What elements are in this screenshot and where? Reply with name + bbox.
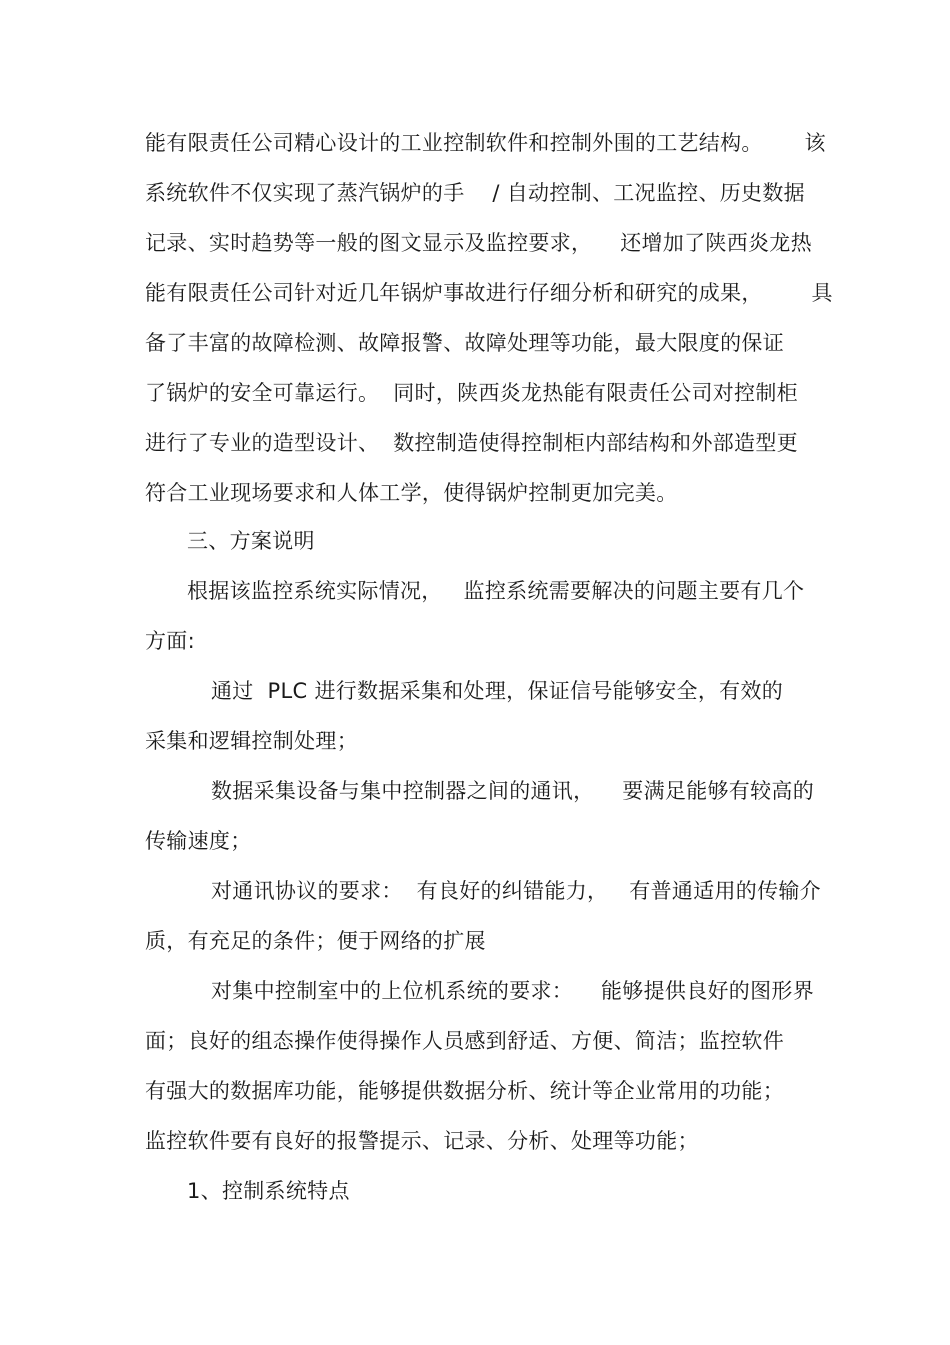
section-heading: 1、控制系统特点 (187, 1179, 350, 1203)
text-line: 采集和逻辑控制处理； (145, 729, 358, 753)
text-line: 质，有充足的条件；便于网络的扩展 (145, 929, 486, 953)
text-line: 系统软件不仅实现了蒸汽锅炉的手 / 自动控制、工况监控、历史数据 (145, 181, 805, 205)
text-line: 对通讯协议的要求： 有良好的纠错能力， 有普通适用的传输介 (211, 879, 821, 903)
text-line: 面；良好的组态操作使得操作人员感到舒适、方便、简洁；监控软件 (145, 1029, 784, 1053)
text-line: 根据该监控系统实际情况， 监控系统需要解决的问题主要有几个 (187, 579, 805, 603)
text-line: 备了丰富的故障检测、故障报警、故障处理等功能，最大限度的保证 (145, 331, 784, 355)
text-line: 符合工业现场要求和人体工学，使得锅炉控制更加完美。 (145, 481, 678, 505)
text-line: 传输速度； (145, 829, 252, 853)
text-line: 数据采集设备与集中控制器之间的通讯， 要满足能够有较高的 (211, 779, 814, 803)
text-line: 进行了专业的造型设计、 数控制造使得控制柜内部结构和外部造型更 (145, 431, 798, 455)
text-line: 记录、实时趋势等一般的图文显示及监控要求， 还增加了陕西炎龙热 (145, 231, 812, 255)
text-line: 通过 PLC 进行数据采集和处理，保证信号能够安全，有效的 (211, 679, 784, 703)
text-line: 能有限责任公司精心设计的工业控制软件和控制外围的工艺结构。 该 (145, 131, 826, 155)
text-line: 方面: (145, 629, 195, 653)
section-heading: 三、方案说明 (187, 529, 315, 553)
text-line: 监控软件要有良好的报警提示、记录、分析、处理等功能； (145, 1129, 699, 1153)
text-line: 对集中控制室中的上位机系统的要求： 能够提供良好的图形界 (211, 979, 814, 1003)
text-line: 了锅炉的安全可靠运行。 同时，陕西炎龙热能有限责任公司对控制柜 (145, 381, 798, 405)
text-line: 能有限责任公司针对近几年锅炉事故进行仔细分析和研究的成果， 具 (145, 281, 833, 305)
text-line: 有强大的数据库功能，能够提供数据分析、统计等企业常用的功能； (145, 1079, 784, 1103)
